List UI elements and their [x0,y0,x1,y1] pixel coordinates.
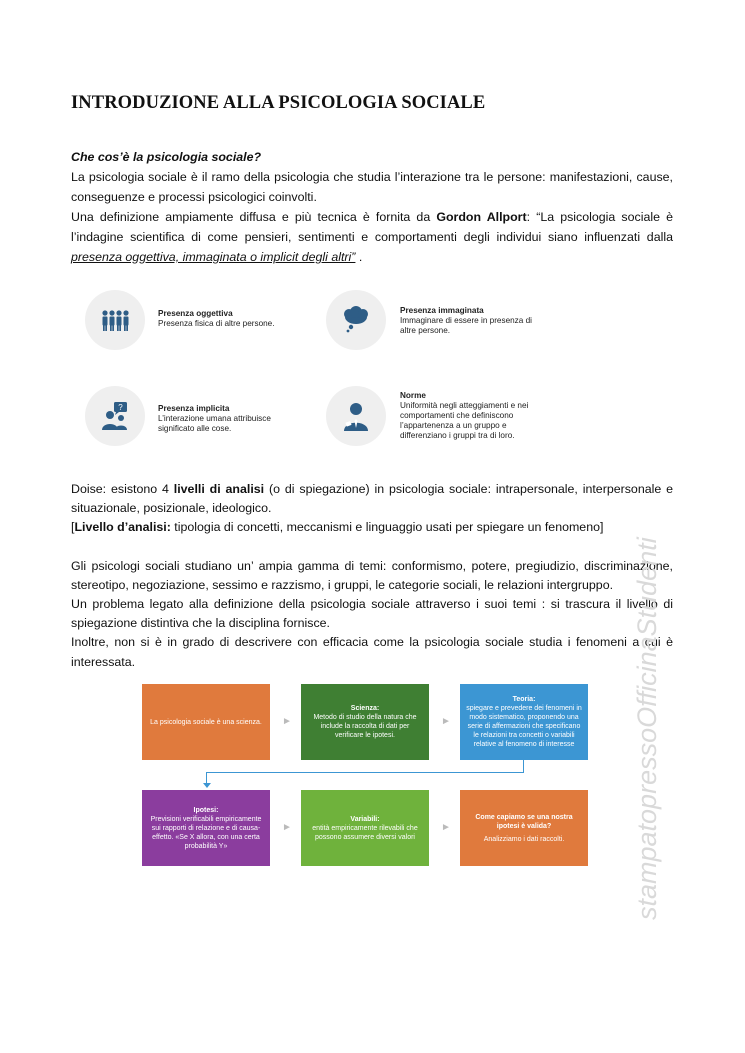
thought-cloud-icon [326,290,386,350]
allport-underline: presenza oggettiva, immaginata o implicit degli altri” [71,250,356,264]
livello-bold: Livello d’analisi: [74,520,171,535]
intro-paragraph: La psicologia sociale è il ramo della psicologia che studia l’interazione tra le persone: manifestazioni, cause, conseguenze e processi psicologici coinvolti. [71,170,673,204]
connector-down [206,760,524,772]
section-question: Che cos’è la psicologia sociale? [71,150,262,164]
doise-paragraph [71,480,673,518]
flow-box-scienza-claim [142,684,270,760]
arrow-right-icon: ► [282,822,292,833]
flow-box-text: La psicologia sociale è una scienza. [150,718,262,726]
concept-text: Presenza fisica di altre persone. [158,319,275,328]
flow-box-validita [460,790,588,866]
concept-text: Immaginare di essere in presenza di altre persone. [400,316,532,335]
levels-section [71,480,673,672]
doise-post: (o di spiegazione) in psicologia sociale: intrapersonale, interpersonale e situazionale, posizionale, ideologico. [71,482,674,516]
arrow-down-icon [203,783,211,788]
problem-paragraph: Un problema legato alla definizione della psicologia sociale attraverso i suoi temi : si trascura il livello di spiegazione distintiva che la disciplina fornisce. [71,597,673,631]
concept-title: Presenza implicita [158,404,230,413]
page-title: INTRODUZIONE ALLA PSICOLOGIA SOCIALE [71,93,486,113]
arrow-right-icon: ► [441,822,451,833]
livello-open: [ [71,520,75,535]
flow-box-text: spiegare e prevedere dei fenomeni in modo sistematico, proponendo una serie di affermazioni che specificano le relazioni tra concetti o variabili relative al fenomeno di interesse [466,705,582,748]
intro-section [71,147,673,267]
flow-box-text: Analizziamo i dati raccolti. [483,835,565,843]
concept-presenza-oggettiva [158,309,318,329]
allport-pre: Una definizione ampiamente diffusa e più tecnica è fornita da [71,210,437,224]
concept-text: Uniformità negli atteggiamenti e nei comportamenti che definiscono l’appartenenza a un gruppo e differenziano i gruppi tra di loro. [400,401,529,440]
inoltre-paragraph: Inoltre, non si è in grado di descrivere con efficacia come la psicologia sociale studia i fenomeni a cui è interessata. [71,635,673,669]
flow-box-title: Scienza: [350,705,380,712]
arrow-right-icon: ► [441,716,451,727]
livello-post: tipologia di concetti, meccanismi e linguaggio usati per spiegare un fenomeno] [170,520,604,535]
arrow-right-icon: ► [282,716,292,727]
concept-norme [400,391,550,441]
flow-box-text: Metodo di studio della natura che include la raccolta di dati per verificare le ipotesi. [313,714,417,739]
flow-box-variabili [301,790,429,866]
flow-box-text: Previsioni verificabili empiricamente sui rapporti di relazione e di causa-effetto. «Se X allora, con una certa probabilità Y» [150,815,262,850]
allport-mid: : “La psicologia sociale è l’indagine scientifica di come pensieri, sentimenti e comportamenti degli individui siano influenzati dalla [71,210,673,244]
livello-paragraph [71,518,673,537]
businessman-icon [326,386,386,446]
people-group-icon [85,290,145,350]
flow-box-title: Variabili: [350,815,380,823]
concept-text: L’interazione umana attribuisce significato alle cose. [158,414,271,433]
watermark: stampatopressoOfficinaStudenti [632,537,662,920]
flow-box-ipotesi [142,790,270,866]
allport-end: . [355,250,363,264]
doise-pre: Doise: esistono 4 [71,482,174,496]
flow-box-title: Ipotesi: [193,806,219,814]
flow-box-title: Teoria: [512,696,536,703]
concept-title: Presenza immaginata [400,306,484,315]
allport-name: Gordon Allport [436,210,527,224]
flow-box-text: entità empiricamente rilevabili che possono assumere diversi valori [312,824,418,841]
concept-presenza-immaginata [400,306,550,336]
flow-box-title: Come capiamo se una nostra ipotesi è valida? [475,813,573,830]
person-speech-icon [85,386,145,446]
doise-bold: livelli di analisi [173,482,265,496]
flow-box-scienza [301,684,429,760]
concept-title: Presenza oggettiva [158,309,233,318]
svg-text:?: ? [118,403,123,412]
concept-presenza-implicita [158,404,298,434]
connector-line [206,772,524,773]
concept-title: Norme [400,391,426,400]
themes-paragraph: Gli psicologi sociali studiano un’ ampia gamma di temi: conformismo, potere, pregiudizio, discriminazione, stereotipo, negoziazione, sessimo e razzismo, i gruppi, le categorie sociali, le relazioni intergruppo. [71,558,673,592]
flow-box-teoria [460,684,588,760]
allport-paragraph [71,207,673,267]
